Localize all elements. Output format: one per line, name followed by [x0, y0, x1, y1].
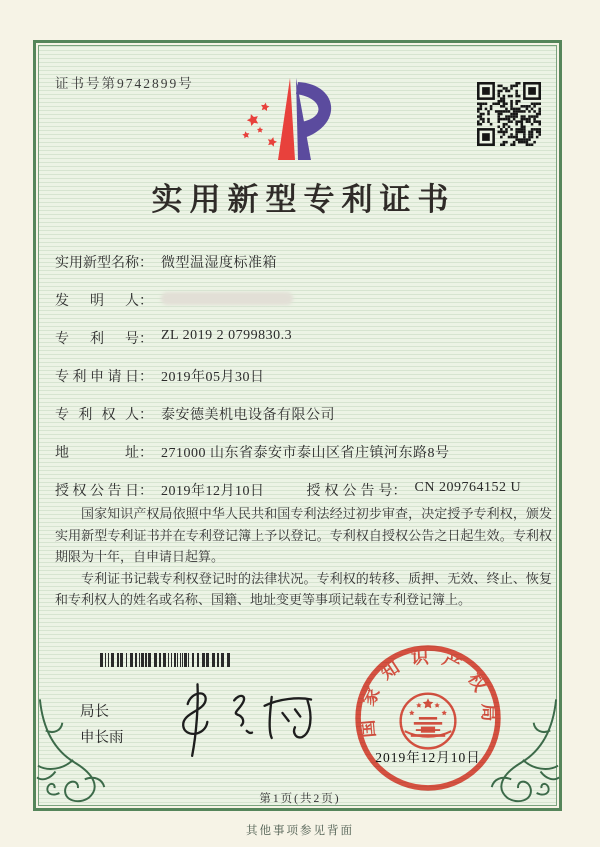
body-paragraph-2: 专利证书记载专利权登记时的法律状况。专利权的转移、质押、无效、终止、恢复和专利权人的姓名或名称、国籍、地址变更等事项记载在专利登记簿上。 — [55, 570, 552, 607]
field-value-patent-no: ZL 2019 2 0799830.3 — [161, 328, 293, 343]
field-row-grant: 授权公告日： 2019年12月10日 授权公告号： CN 209764152 U — [55, 480, 522, 499]
qr-code-icon — [477, 82, 541, 146]
field-value-name: 微型温湿度标准箱 — [161, 256, 277, 271]
seal-date: 2019年12月10日 — [375, 750, 481, 765]
field-label: 专利号 — [55, 332, 139, 347]
field-value-patentee: 泰安德美机电设备有限公司 — [161, 408, 335, 423]
barcode-icon — [100, 653, 230, 667]
field-row-patentee: 专利权人： 泰安德美机电设备有限公司 — [55, 404, 535, 442]
field-label: 地址 — [55, 446, 139, 461]
field-label: 专利申请日 — [55, 370, 139, 385]
field-row-filing-date: 专利申请日： 2019年05月30日 — [55, 366, 535, 404]
field-row-name: 实用新型名称： 微型温湿度标准箱 — [55, 252, 535, 290]
logo-red-wedge — [278, 78, 295, 160]
official-seal — [352, 642, 504, 794]
field-value-address: 271000 山东省泰安市泰山区省庄镇河东路8号 — [161, 446, 450, 461]
certificate-fields — [55, 252, 535, 518]
officer-block — [80, 699, 124, 751]
back-note: 其他事项参见背面 — [246, 825, 354, 837]
field-row-patent-no: 专利号： ZL 2019 2 0799830.3 — [55, 328, 293, 347]
field-value-filing-date: 2019年05月30日 — [161, 370, 265, 385]
body-paragraph-1: 国家知识产权局依照中华人民共和国专利法经过初步审查，决定授予专利权，颁发实用新型专利证书并在专利登记簿上予以登记。专利权自授权公告之日起生效。专利权期限为十年，自申请日起算。 — [55, 506, 552, 564]
field-row-inventor: 发明人： — [55, 290, 535, 328]
logo-stars — [242, 102, 278, 147]
field-row-address: 地址： 271000 山东省泰安市泰山区省庄镇河东路8号 — [55, 442, 535, 480]
certificate-number: 证书号第9742899号 — [55, 76, 194, 91]
certificate-body — [55, 503, 552, 611]
field-label-grant-no: 授权公告号 — [306, 484, 393, 499]
certificate-title: 实用新型专利证书 — [151, 182, 456, 217]
signature-icon — [168, 680, 320, 762]
officer-title: 局长 — [80, 704, 109, 720]
field-label: 专利权人 — [55, 408, 139, 423]
page-number: 第1页(共2页) — [259, 793, 341, 805]
inventor-name-redacted — [161, 292, 293, 305]
field-value-grant-no: CN 209764152 U — [414, 480, 522, 495]
cnipa-patent-logo-icon — [238, 76, 348, 164]
officer-name: 申长雨 — [80, 730, 124, 746]
national-emblem-icon — [401, 694, 456, 749]
field-label: 授权公告日 — [55, 484, 139, 499]
seal-ring-text: 国家知识产权局 — [356, 646, 499, 739]
field-value-grant-date: 2019年12月10日 — [161, 484, 265, 499]
field-label: 发明人 — [55, 294, 139, 309]
field-label: 实用新型名称 — [55, 256, 139, 271]
